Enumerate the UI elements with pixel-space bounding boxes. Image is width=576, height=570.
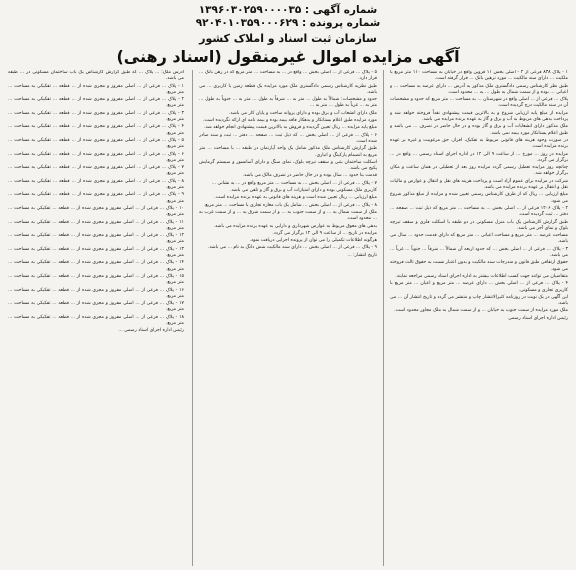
paragraph: طبق نظریه کارشناس رسمی دادگستری ملک مورد مزایده یک قطعه زمین با کاربری ... می باشد. <box>199 83 377 95</box>
text-column-right <box>390 70 568 566</box>
paragraph: ۴ - پلاک ... فرعی از ... اصلی مفروز و مجزی شده از ... قطعه ... تفکیکی به مساحت ... متر مربع. <box>8 124 184 136</box>
paragraph: ۸ - پلاک ... فرعی از ... اصلی مفروز و مجزی شده از ... قطعه ... تفکیکی به مساحت ... متر مربع. <box>8 178 184 191</box>
paragraph: شرکت در مزایده برای عموم آزاد است و پرداخت هزینه های نقل و انتقال و عوارض و مالیات نقل و انتقال بر عهده برنده مزایده می باشد. <box>390 178 568 191</box>
paragraph: ۱۸ - پلاک ... فرعی از ... اصلی مفروز و مجزی شده از ... قطعه ... تفکیکی به مساحت ... متر مربع. <box>8 314 184 326</box>
text-column-left <box>8 70 186 566</box>
paragraph: ملک دارای انشعاب آب و برق بوده و دارای پروانه ساخت و پایان کار می باشد. <box>228 110 377 116</box>
column-divider <box>383 70 384 566</box>
paragraph: اسکلت ساختمان بتنی و سقف تیرچه بلوک، نمای سنگ و دارای آسانسور و سیستم گرمایش پکیج می باشد. <box>199 159 377 172</box>
paragraph: ملک مورد مزایده از سمت جنوب به خیابان ... و از سمت شمال به ملک مجاور محدود است. <box>394 308 568 314</box>
notice-number: شماره آگهی : ۱۳۹۶۰۳۰۲۵۹۰۰۰۰۳۵ <box>198 4 378 16</box>
paragraph: ۱۰ - پلاک ... فرعی از ... اصلی مفروز و مجزی شده از ... قطعه ... تفکیکی به مساحت ... متر مربع. <box>8 205 184 218</box>
paragraph: کاربری ملک مسکونی بوده و دارای امتیازات آب و برق و گاز و تلفن می باشد. <box>230 188 377 194</box>
paragraph: ملک از سمت شمال به ... و از سمت جنوب به ... و از سمت شرق به ... و از سمت غرب به ... محدود است. <box>199 209 377 222</box>
paragraph: آدرس ملک: ... پلاک ... که طبق گزارش کارشناس یک باب ساختمان مسکونی در ... طبقه می باشد. <box>8 70 184 82</box>
paragraph: طبق گزارش کارشناس یک باب منزل مسکونی در دو طبقه با اسکلت فلزی و سقف تیرچه بلوک و نمای آجر می باشد. <box>390 219 568 231</box>
text-column-middle <box>199 70 377 566</box>
paragraph: رئیس اداره اجرای اسناد رسمی ... <box>118 328 184 334</box>
paragraph: حدود و مشخصات: شمالاً به طول ... متر به ... شرقاً به طول ... متر به ... جنوباً به طول ... متر به ... غرباً به طول ... متر به ... <box>199 97 377 109</box>
paragraph: ۲ - پلاک ۱۲۰۶ فرعی از ... اصلی بخش ... به مساحت ... متر مربع که ذیل ثبت ... صفحه ... دفتر ... ثبت گردیده است. <box>390 205 568 218</box>
column-divider <box>192 70 193 566</box>
paragraph: ۹ - پلاک ... فرعی از ... اصلی بخش ... دارای سند مالکیت شش دانگ به نام ... می باشد. <box>207 245 377 251</box>
paragraph: این آگهی در یک نوبت در روزنامه کثیرالانتشار چاپ و منتشر می گردد و تاریخ انتشار آن ... می باشد. <box>390 294 568 307</box>
paragraph: حقوق ارتفاقی طبق قانون و مندرجات سند مالکیت و بدون اعتبار نسبت به حقوق ثالث فروخته می شود. <box>390 260 568 272</box>
paragraph: ۱۱ - پلاک ... فرعی از ... اصلی مفروز و مجزی شده از ... قطعه ... تفکیکی به مساحت ... متر مربع. <box>8 219 184 231</box>
paragraph: ۱۴ - پلاک ... فرعی از ... اصلی مفروز و مجزی شده از ... قطعه ... تفکیکی به مساحت ... متر مربع. <box>8 260 184 272</box>
paragraph: ۵ - پلاک ... فرعی از ... اصلی مفروز و مجزی شده از ... قطعه ... تفکیکی به مساحت ... متر مربع. <box>8 137 184 150</box>
paragraph: ۱ - پلاک ۸۳۸ فرعی از ۲ - اصلی بخش ۱۱ قزوین واقع در خیابان به مساحت ۱۱۰ متر مربع با ملکیت ... دارای سند مالکیت ... مورد ترهین بانک ... قرار گرفته است. <box>390 70 568 82</box>
paragraph: ۶ - پلاک ... فرعی از ... اصلی مفروز و مجزی شده از ... قطعه ... تفکیکی به مساحت ... متر مربع. <box>8 151 184 163</box>
paragraph: ۳ - پلاک ... فرعی از ... اصلی بخش ... که حدود اربعه آن شمالاً ... شرقاً ... جنوباً ... غرباً ... می باشد. <box>390 246 568 259</box>
paragraph: مبلغ ارزیابی ... ریال که از طرف کارشناس رسمی تعیین شده و مزایده از مبلغ مذکور شروع می شود. <box>390 192 568 204</box>
paragraph: در صورت وجود هزینه های قانونی مربوط به تفکیک، افراز، حق مرغوبیت و غیره بر عهده برنده مزایده است. <box>390 137 568 150</box>
paragraph: ۶ - پلاک ... فرعی از ... اصلی بخش ... که ذیل ثبت ... صفحه ... دفتر ... ثبت و سند صادر شده است. <box>199 132 377 144</box>
paragraph: ۱۶ - پلاک ... فرعی از ... اصلی مفروز و مجزی شده از ... قطعه ... تفکیکی به مساحت ... متر مربع. <box>8 287 184 299</box>
paragraph: قدمت بنا حدود ... سال بوده و در حال حاضر در تصرف مالک می باشد. <box>242 173 377 179</box>
paragraph: مبلغ ارزیابی ... ریال تعیین شده است و هزینه های قانونی به عهده برنده مزایده است. <box>214 195 377 201</box>
paragraph: ملک مذکور دارای انشعابات آب و برق و گاز بوده و در حال حاضر در تصرف ... می باشد و طبق اعلام بستانکار مورد بیمه نمی باشد. <box>390 124 568 136</box>
organization-name: سازمان ثبت اسناد و املاک کشور <box>199 32 377 45</box>
paragraph: متقاضیان می توانند جهت کسب اطلاعات بیشتر به اداره اجرای اسناد رسمی مراجعه نمایند. <box>395 273 568 279</box>
paragraph: مساحت عرصه ... متر مربع و مساحت اعیانی ... متر مربع که دارای قدمت حدود ... سال می باشد. <box>390 233 568 245</box>
paragraph: ۳ - پلاک ... فرعی از ... اصلی مفروز و مجزی شده از ... قطعه ... تفکیکی به مساحت ... متر مربع. <box>8 110 184 123</box>
paragraph: ۴ - پلاک ... فرعی از ... اصلی بخش ... دارای عرصه ... متر مربع و اعیان ... متر مربع با کاربری تجاری و مسکونی. <box>390 281 568 293</box>
paragraph: ۹ - پلاک ... فرعی از ... اصلی مفروز و مجزی شده از ... قطعه ... تفکیکی به مساحت ... متر مربع. <box>8 192 184 204</box>
paragraph: ۷ - پلاک ... فرعی از ... اصلی مفروز و مجزی شده از ... قطعه ... تفکیکی به مساحت ... متر مربع. <box>8 165 184 177</box>
paragraph: ۵ - پلاک ... فرعی از ... اصلی بخش ... واقع در ... به مساحت ... متر مربع که در رهن بانک ... قرار دارد. <box>199 70 377 82</box>
file-number: شماره پرونده : ۹۲۰۴۰۱۰۳۵۹۰۰۰۶۲۹ <box>195 17 381 29</box>
paragraph: پلاک ... فرعی از ... اصلی واقع در شهرستان ... به مساحت ... متر مربع که حدود و مشخصات آن در سند مالکیت درج گردیده است. <box>390 97 568 109</box>
paragraph: مزایده در تاریخ ... از ساعت ۹ الی ۱۲ برگزار می گردد. <box>272 230 377 236</box>
paragraph: تاریخ انتشار: ... <box>347 252 377 258</box>
paragraph: مورد مزایده طبق اعلام بستانکار و بدهکار فاقد بیمه بوده و بیمه نامه ای ارائه نگردیده است. <box>202 118 377 124</box>
paragraph: ۸ - پلاک ... فرعی از ... اصلی بخش ... شامل یک باب مغازه تجاری با مساحت ... متر مربع. <box>203 202 377 208</box>
paragraph: ۱۷ - پلاک ... فرعی از ... اصلی مفروز و مجزی شده از ... قطعه ... تفکیکی به مساحت ... متر مربع. <box>8 301 184 313</box>
paragraph: ۷ - پلاک ... فرعی از ... اصلی بخش ... به مساحت ... متر مربع واقع در ... به نشانی ... <box>211 180 377 186</box>
paragraph: چنانچه روز مزایده تعطیل رسمی گردد مزایده روز بعد از تعطیلی در همان ساعت و مکان برگزار خواهد شد. <box>390 165 568 177</box>
paragraph: ۱۲ - پلاک ... فرعی از ... اصلی مفروز و مجزی شده از ... قطعه ... تفکیکی به مساحت ... متر مربع. <box>8 233 184 245</box>
notice-header <box>0 4 576 66</box>
paragraph: ۱۵ - پلاک ... فرعی از ... اصلی مفروز و مجزی شده از ... قطعه ... تفکیکی به مساحت ... متر مربع. <box>8 273 184 286</box>
paragraph: ۲ - پلاک ... فرعی از ... اصلی مفروز و مجزی شده از ... قطعه ... تفکیکی به مساحت ... متر مربع. <box>8 97 184 109</box>
paragraph: مبلغ پایه مزایده ... ریال تعیین گردیده و فروش به بالاترین قیمت پیشنهادی انجام خواهد شد. <box>203 125 377 131</box>
paragraph: طبق گزارش کارشناس ملک مذکور شامل یک واحد آپارتمان در طبقه ... با مساحت ... متر مربع به انضمام پارکینگ و انباری. <box>199 146 377 158</box>
paragraph: مزایده از مبلغ پایه ارزیابی شروع و به بالاترین قیمت پیشنهادی نقداً فروخته خواهد شد و پرداخت بدهی های مربوط به آب و برق و گاز به عهده برنده مزایده می باشد. <box>390 110 568 123</box>
paragraph: هرگونه اطلاعات تکمیلی را می توان از پرونده اجرایی دریافت نمود. <box>249 238 377 244</box>
notice-title: آگهی مزایده اموال غیرمنقول (اسناد رهنی) <box>116 47 460 66</box>
paragraph: مزایده در روز ... مورخ ... از ساعت ۹ الی ۱۲ در اداره اجرای اسناد رسمی ... واقع در ... برگزار می گردد. <box>390 151 568 163</box>
paragraph: ۱ - پلاک ... فرعی از ... اصلی مفروز و مجزی شده از ... قطعه ... تفکیکی به مساحت ... متر مربع. <box>8 83 184 95</box>
notice-body <box>8 70 568 566</box>
paragraph: رئیس اداره اجرای اسناد رسمی <box>508 315 568 321</box>
paragraph: بدهی های معوق مربوط به عوارض شهرداری و دارایی به عهده برنده مزایده می باشد. <box>213 223 377 229</box>
paragraph: طبق نظر کارشناس رسمی دادگستری ملک مذکور به آدرس ... دارای عرصه به مساحت ... و اعیانی ... بوده و از سمت شمال به طول ... به ... محدود است. <box>390 83 568 95</box>
paragraph: ۱۳ - پلاک ... فرعی از ... اصلی مفروز و مجزی شده از ... قطعه ... تفکیکی به مساحت ... متر مربع. <box>8 246 184 259</box>
